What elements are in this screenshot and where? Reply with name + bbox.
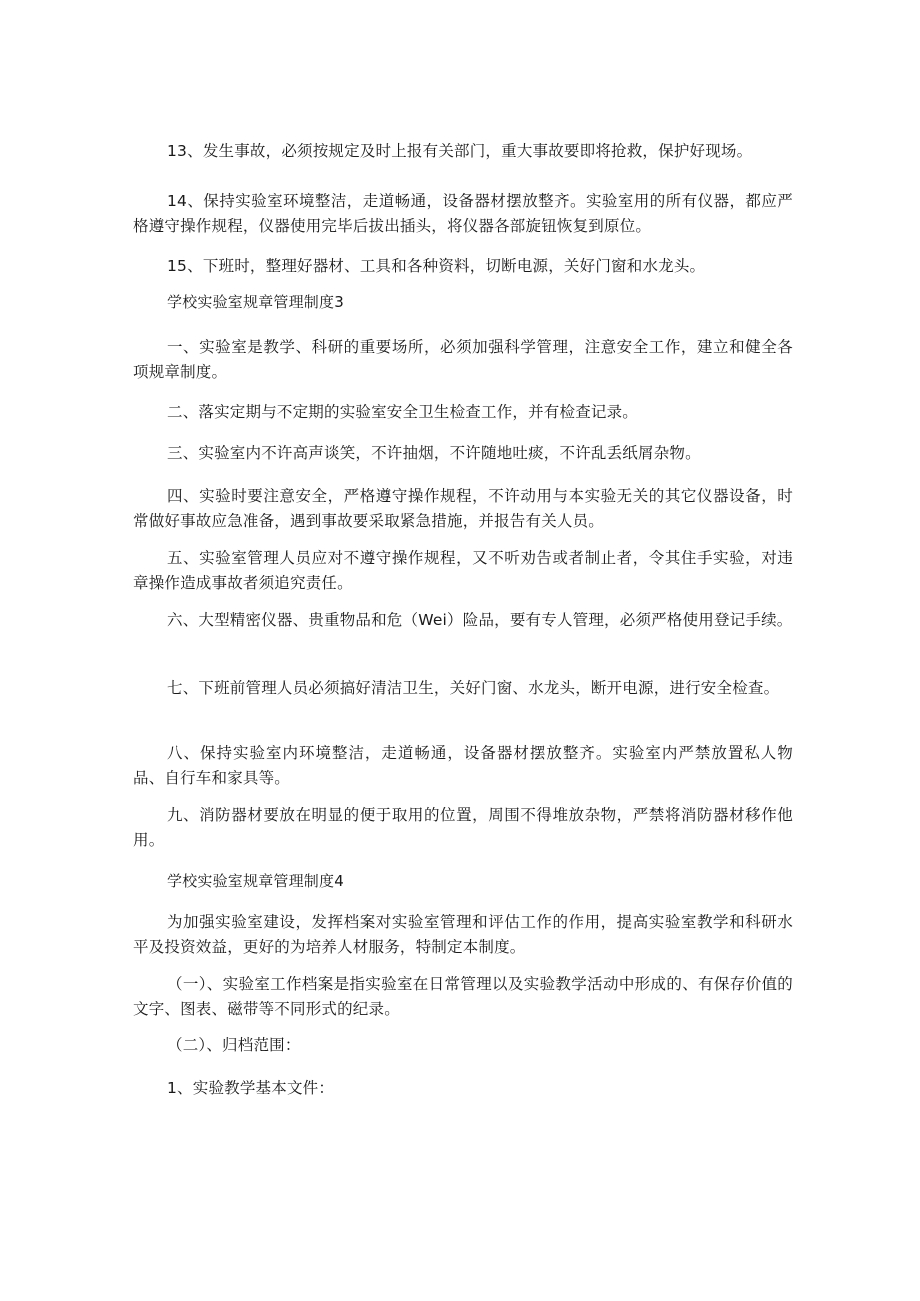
- section3-item-2: 二、落实定期与不定期的实验室安全卫生检查工作，并有检查记录。: [167, 403, 639, 421]
- section-heading-3: 学校实验室规章管理制度3: [167, 293, 344, 311]
- section3-item-4: 四、实验时要注意安全，严格遵守操作规程，不许动用与本实验无关的其它仪器设备，时常做好事故应急准备，遇到事故要采取紧急措施，并报告有关人员。: [133, 487, 793, 530]
- paragraph-14: 14、保持实验室环境整洁，走道畅通，设备器材摆放整齐。实验室用的所有仪器，都应严格遵守操作规程，仪器使用完毕后拔出插头，将仪器各部旋钮恢复到原位。: [133, 192, 793, 235]
- section3-item-1: 一、实验室是教学、科研的重要场所，必须加强科学管理，注意安全工作，建立和健全各项规章制度。: [133, 338, 793, 381]
- section4-item-2-1: 1、实验教学基本文件：: [167, 1079, 335, 1097]
- section3-item-3: 三、实验室内不许高声谈笑，不许抽烟，不许随地吐痰，不许乱丢纸屑杂物。: [167, 444, 701, 462]
- paragraph-13: 13、发生事故，必须按规定及时上报有关部门，重大事故要即将抢救，保护好现场。: [167, 142, 753, 160]
- section3-item-7: 七、下班前管理人员必须搞好清洁卫生，关好门窗、水龙头，断开电源，进行安全检查。: [167, 679, 780, 697]
- section3-item-8: 八、保持实验室内环境整洁，走道畅通，设备器材摆放整齐。实验室内严禁放置私人物品、自行车和家具等。: [133, 744, 793, 787]
- section3-item-9: 九、消防器材要放在明显的便于取用的位置，周围不得堆放杂物，严禁将消防器材移作他用。: [133, 806, 793, 849]
- section3-item-5: 五、实验室管理人员应对不遵守操作规程，又不听劝告或者制止者，令其住手实验，对违章操作造成事故者须追究责任。: [133, 549, 793, 592]
- section3-item-6: 六、大型精密仪器、贵重物品和危（Wei）险品，要有专人管理，必须严格使用登记手续。: [167, 611, 793, 629]
- section4-intro: 为加强实验室建设，发挥档案对实验室管理和评估工作的作用，提高实验室教学和科研水平及投资效益，更好的为培养人材服务，特制定本制度。: [133, 913, 793, 956]
- section4-item-1: （一）、实验室工作档案是指实验室在日常管理以及实验教学活动中形成的、有保存价值的文字、图表、磁带等不同形式的纪录。: [133, 975, 793, 1018]
- paragraph-15: 15、下班时，整理好器材、工具和各种资料，切断电源，关好门窗和水龙头。: [167, 257, 706, 275]
- section-heading-4: 学校实验室规章管理制度4: [167, 872, 344, 890]
- section4-item-2: （二）、归档范围：: [167, 1036, 301, 1054]
